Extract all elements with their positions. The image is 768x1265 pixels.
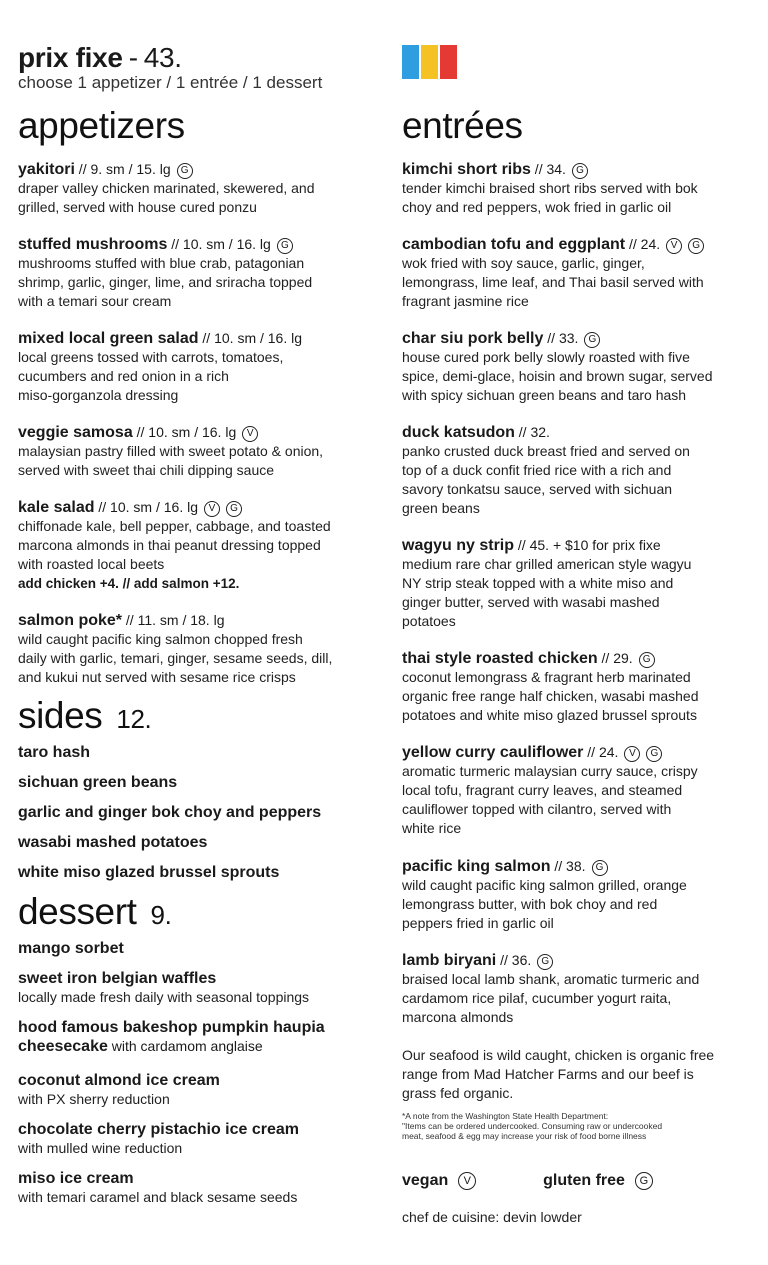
- item-description-line: malaysian pastry filled with sweet potato & onion,: [18, 443, 324, 459]
- item-add-on: add chicken +4. // add salmon +12.: [18, 576, 240, 591]
- menu-item-name: [402, 743, 752, 762]
- item-description-line: house cured pork belly slowly roasted with five: [402, 349, 690, 365]
- menu-item-name: [402, 423, 752, 442]
- note-line: grass fed organic.: [402, 1085, 514, 1101]
- gluten-free-icon: G: [177, 163, 193, 179]
- dessert-name: hood famous bakeshop pumpkin haupia: [18, 1019, 325, 1036]
- gluten-free-icon: G: [277, 238, 293, 254]
- dessert-item: [18, 969, 378, 1007]
- entree-item: [402, 649, 752, 725]
- item-name-text: pacific king salmon: [402, 858, 551, 875]
- entree-item: [402, 235, 752, 311]
- item-name-text: wagyu ny strip: [402, 537, 515, 554]
- entree-item: [402, 329, 752, 405]
- item-name-text: mixed local green salad: [18, 330, 199, 347]
- entree-item: [402, 160, 752, 217]
- note-line: range from Mad Hatcher Farms and our beef is: [402, 1066, 694, 1082]
- vegan-icon: V: [242, 426, 258, 442]
- item-price: // 34.: [530, 161, 566, 177]
- dessert-name: miso ice cream: [18, 1170, 134, 1187]
- vegan-icon: V: [458, 1172, 476, 1190]
- item-description-line: organic free range half chicken, wasabi mashed: [402, 688, 699, 704]
- gluten-free-icon: G: [572, 163, 588, 179]
- dessert-name: coconut almond ice cream: [18, 1072, 220, 1089]
- item-description-line: lemongrass, lime leaf, and Thai basil served with: [402, 274, 704, 290]
- item-description-line: and kukui nut served with sesame rice crisps: [18, 669, 296, 685]
- prix-fixe-separator: -: [128, 42, 138, 73]
- item-description-line: white rice: [402, 820, 462, 836]
- item-name-text: char siu pork belly: [402, 330, 544, 347]
- item-price: // 36.: [496, 952, 532, 968]
- item-name-text: salmon poke*: [18, 612, 123, 629]
- restaurant-logo: [402, 45, 459, 79]
- sides-heading: [18, 696, 151, 739]
- gluten-free-icon: G: [592, 860, 608, 876]
- item-name-text: kimchi short ribs: [402, 161, 531, 178]
- item-description-line: panko crusted duck breast fried and served on: [402, 443, 690, 459]
- dessert-item: [18, 1018, 378, 1056]
- item-description-line: cauliflower topped with cilantro, served with: [402, 801, 672, 817]
- item-description-line: top of a duck confit fried rice with a rich and: [402, 462, 672, 478]
- vegan-icon: V: [666, 238, 682, 254]
- legend-gluten-free-label: gluten free: [543, 1172, 625, 1189]
- dessert-name: chocolate cherry pistachio ice cream: [18, 1121, 300, 1138]
- entree-item: [402, 536, 752, 631]
- sourcing-note: [402, 1046, 752, 1103]
- entree-item: [402, 743, 752, 838]
- item-price: // 11. sm / 18. lg: [122, 612, 225, 628]
- item-description-line: wok fried with soy sauce, garlic, ginger,: [402, 255, 645, 271]
- menu-item-name: [18, 329, 378, 348]
- logo-red-bar: [440, 45, 457, 79]
- prix-fixe-header: [18, 42, 322, 93]
- appetizer-item: [18, 611, 378, 687]
- item-description-line: aromatic turmeric malaysian curry sauce, crispy: [402, 763, 698, 779]
- item-description-line: medium rare char grilled american style wagyu: [402, 556, 692, 572]
- menu-item-name: [18, 235, 378, 254]
- item-price: // 24.: [583, 744, 619, 760]
- item-name-text: duck katsudon: [402, 424, 515, 441]
- legend-vegan-label: vegan: [402, 1172, 449, 1189]
- item-description-line: local tofu, fragrant curry leaves, and steamed: [402, 782, 683, 798]
- dessert-description: with mulled wine reduction: [18, 1140, 183, 1156]
- item-description-line: wild caught pacific king salmon chopped fresh: [18, 631, 303, 647]
- side-item: white miso glazed brussel sprouts: [18, 864, 280, 881]
- menu-item-name: [402, 951, 752, 970]
- gluten-free-icon: G: [584, 332, 600, 348]
- item-description-line: potatoes and white miso glazed brussel sprouts: [402, 707, 697, 723]
- item-description-line: ginger butter, served with wasabi mashed: [402, 594, 660, 610]
- menu-item-name: [402, 235, 752, 254]
- item-description-line: draper valley chicken marinated, skewered, and: [18, 180, 315, 196]
- entree-item: [402, 951, 752, 1027]
- dessert-description: with cardamom anglaise: [107, 1038, 263, 1054]
- dessert-description: with PX sherry reduction: [18, 1091, 170, 1107]
- dessert-name: sweet iron belgian waffles: [18, 970, 217, 987]
- appetizer-item: [18, 235, 378, 311]
- dessert-heading: [18, 892, 171, 935]
- item-name-text: lamb biryani: [402, 952, 497, 969]
- item-price: // 33.: [543, 330, 579, 346]
- chef-credit: chef de cuisine: devin lowder: [402, 1209, 582, 1225]
- entree-item: [402, 857, 752, 933]
- item-description-line: peppers fried in garlic oil: [402, 915, 554, 931]
- item-description-line: wild caught pacific king salmon grilled, orange: [402, 877, 687, 893]
- dessert-name-line2: cheesecake: [18, 1038, 108, 1055]
- item-description-line: tender kimchi braised short ribs served with bok: [402, 180, 698, 196]
- side-item: wasabi mashed potatoes: [18, 834, 208, 851]
- health-department-note: [402, 1111, 742, 1141]
- gluten-free-icon: G: [688, 238, 704, 254]
- menu-item-name: [402, 329, 752, 348]
- dessert-heading-label: dessert: [18, 891, 137, 932]
- side-item: sichuan green beans: [18, 774, 178, 791]
- dessert-name: mango sorbet: [18, 940, 124, 957]
- item-description-line: lemongrass butter, with bok choy and red: [402, 896, 658, 912]
- item-description-line: local greens tossed with carrots, tomatoes,: [18, 349, 284, 365]
- item-description-line: cardamom rice pilaf, cucumber yogurt raita,: [402, 990, 672, 1006]
- item-description-line: with a temari sour cream: [18, 293, 172, 309]
- note-line: meat, seafood & egg may increase your risk of food borne illness: [402, 1131, 647, 1141]
- dessert-description: locally made fresh daily with seasonal toppings: [18, 989, 310, 1005]
- item-price: // 38.: [550, 858, 586, 874]
- item-description-line: marcona almonds in thai peanut dressing topped: [18, 537, 321, 553]
- item-description-line: mushrooms stuffed with blue crab, patagonian: [18, 255, 305, 271]
- gluten-free-icon: G: [646, 746, 662, 762]
- menu-item-name: [402, 536, 752, 555]
- item-description-line: fragrant jasmine rice: [402, 293, 529, 309]
- appetizer-item: [18, 329, 378, 405]
- dessert-description: with temari caramel and black sesame seeds: [18, 1189, 298, 1205]
- item-price: // 29.: [597, 650, 633, 666]
- item-description-line: braised local lamb shank, aromatic turmeric and: [402, 971, 700, 987]
- gluten-free-icon: G: [635, 1172, 653, 1190]
- dessert-name-continued: [18, 1037, 378, 1056]
- item-description-line: shrimp, garlic, ginger, lime, and sriracha topped: [18, 274, 313, 290]
- gluten-free-icon: G: [639, 652, 655, 668]
- side-item: garlic and ginger bok choy and peppers: [18, 804, 322, 821]
- entree-item: [402, 423, 752, 518]
- item-description-line: choy and red peppers, wok fried in garlic oil: [402, 199, 672, 215]
- note-line: *A note from the Washington State Health Department:: [402, 1111, 609, 1121]
- item-name-text: veggie samosa: [18, 424, 133, 441]
- prix-fixe-title: [18, 42, 322, 74]
- logo-yellow-bar: [421, 45, 438, 79]
- item-price: // 10. sm / 16. lg: [167, 236, 271, 252]
- dessert-item: [18, 1169, 378, 1207]
- menu-item-name: [402, 160, 752, 179]
- dessert-item: [18, 1120, 378, 1158]
- logo-blue-bar: [402, 45, 419, 79]
- dessert-price: 9.: [150, 900, 172, 930]
- menu-item-name: [18, 498, 378, 517]
- vegan-icon: V: [624, 746, 640, 762]
- appetizer-item: [18, 160, 378, 217]
- item-description-line: potatoes: [402, 613, 456, 629]
- item-description-line: coconut lemongrass & fragrant herb marinated: [402, 669, 691, 685]
- item-name-text: kale salad: [18, 499, 95, 516]
- menu-item-name: [402, 649, 752, 668]
- item-name-text: stuffed mushrooms: [18, 236, 168, 253]
- appetizer-item: [18, 498, 378, 593]
- item-description-line: with roasted local beets: [18, 556, 165, 572]
- item-price: // 10. sm / 16. lg: [94, 499, 198, 515]
- dessert-item: [18, 939, 378, 958]
- menu-item-name: [18, 423, 378, 442]
- item-price: // 45. + $10 for prix fixe: [514, 537, 661, 553]
- item-description-line: marcona almonds: [402, 1009, 514, 1025]
- gluten-free-icon: G: [537, 954, 553, 970]
- prix-fixe-label: prix fixe: [18, 42, 123, 73]
- vegan-icon: V: [204, 501, 220, 517]
- note-line: Our seafood is wild caught, chicken is organic free: [402, 1047, 715, 1063]
- item-description-line: with spicy sichuan green beans and taro hash: [402, 387, 687, 403]
- dietary-legend: [402, 1171, 752, 1190]
- item-description-line: savory tonkatsu sauce, served with sichuan: [402, 481, 673, 497]
- item-description-line: spice, demi-glace, hoisin and brown sugar, served: [402, 368, 713, 384]
- appetizers-heading: appetizers: [18, 105, 185, 146]
- item-description-line: cucumbers and red onion in a rich: [18, 368, 229, 384]
- gluten-free-icon: G: [226, 501, 242, 517]
- entrees-heading: entrées: [402, 105, 523, 146]
- dessert-item: [18, 1071, 378, 1109]
- sides-price: 12.: [116, 704, 152, 734]
- appetizer-item: [18, 423, 378, 480]
- item-description-line: green beans: [402, 500, 480, 516]
- prix-fixe-price: 43.: [143, 42, 182, 73]
- item-description-line: miso-gorganzola dressing: [18, 387, 179, 403]
- menu-item-name: [402, 857, 752, 876]
- item-name-text: thai style roasted chicken: [402, 650, 598, 667]
- item-name-text: cambodian tofu and eggplant: [402, 236, 626, 253]
- item-price: // 10. sm / 16. lg: [198, 330, 303, 346]
- prix-fixe-subtitle: choose 1 appetizer / 1 entrée / 1 dessert: [18, 73, 323, 92]
- item-description-line: daily with garlic, temari, ginger, sesame seeds, dill,: [18, 650, 333, 666]
- item-name-text: yellow curry cauliflower: [402, 744, 584, 761]
- item-description-line: chiffonade kale, bell pepper, cabbage, and toasted: [18, 518, 331, 534]
- item-price: // 32.: [514, 424, 550, 440]
- item-description-line: served with sweet thai chili dipping sauce: [18, 462, 275, 478]
- side-item: taro hash: [18, 744, 91, 761]
- menu-item-name: [18, 160, 378, 179]
- menu-item-name: [18, 611, 378, 630]
- item-price: // 24.: [625, 236, 661, 252]
- note-line: "Items can be ordered undercooked. Consuming raw or undercooked: [402, 1121, 663, 1131]
- item-price: // 10. sm / 16. lg: [132, 424, 237, 440]
- sides-heading-label: sides: [18, 695, 103, 736]
- item-price: // 9. sm / 15. lg: [74, 161, 171, 177]
- item-description-line: grilled, served with house cured ponzu: [18, 199, 257, 215]
- item-description-line: NY strip steak topped with a white miso and: [402, 575, 674, 591]
- item-name-text: yakitori: [18, 161, 75, 178]
